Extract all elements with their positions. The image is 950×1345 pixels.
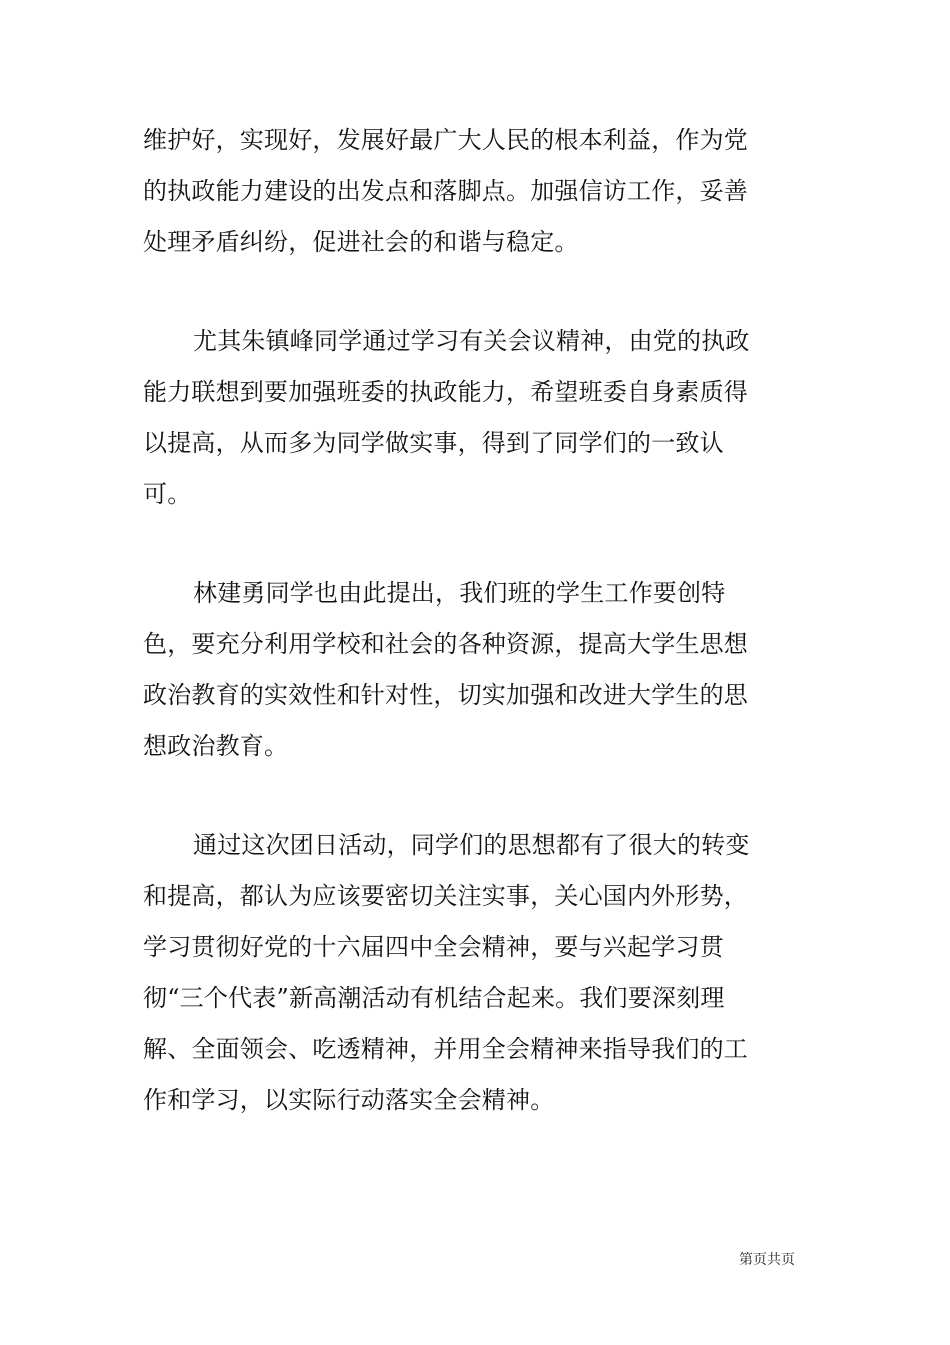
paragraph-4: 通过这次团日活动，同学们的思想都有了很大的转变和提高，都认为应该要密切关注实事，关心国内外形势，学习贯彻好党的十六届四中全会精神，要与兴起学习贯彻“三个代表”新高潮活动有机结合起来。我们要深刻理解、全面领会、吃透精神，并用全会精神来指导我们的工作和学习，以实际行动落实全会精神。 <box>143 831 750 1114</box>
paragraph-1: 维护好，实现好，发展好最广大人民的根本利益，作为党的执政能力建设的出发点和落脚点。加强信访工作，妥善处理矛盾纠纷，促进社会的和谐与稳定。 <box>143 126 748 256</box>
paragraph-3: 林建勇同学也由此提出，我们班的学生工作要创特色，要充分利用学校和社会的各种资源，提高大学生思想政治教育的实效性和针对性，切实加强和改进大学生的思想政治教育。 <box>143 579 748 760</box>
document-body <box>143 115 753 1126</box>
paragraph-2: 尤其朱镇峰同学通过学习有关会议精神，由党的执政能力联想到要加强班委的执政能力，希望班委自身素质得以提高，从而多为同学做实事，得到了同学们的一致认可。 <box>143 327 750 508</box>
page-footer: 第页共页 <box>739 1252 795 1268</box>
